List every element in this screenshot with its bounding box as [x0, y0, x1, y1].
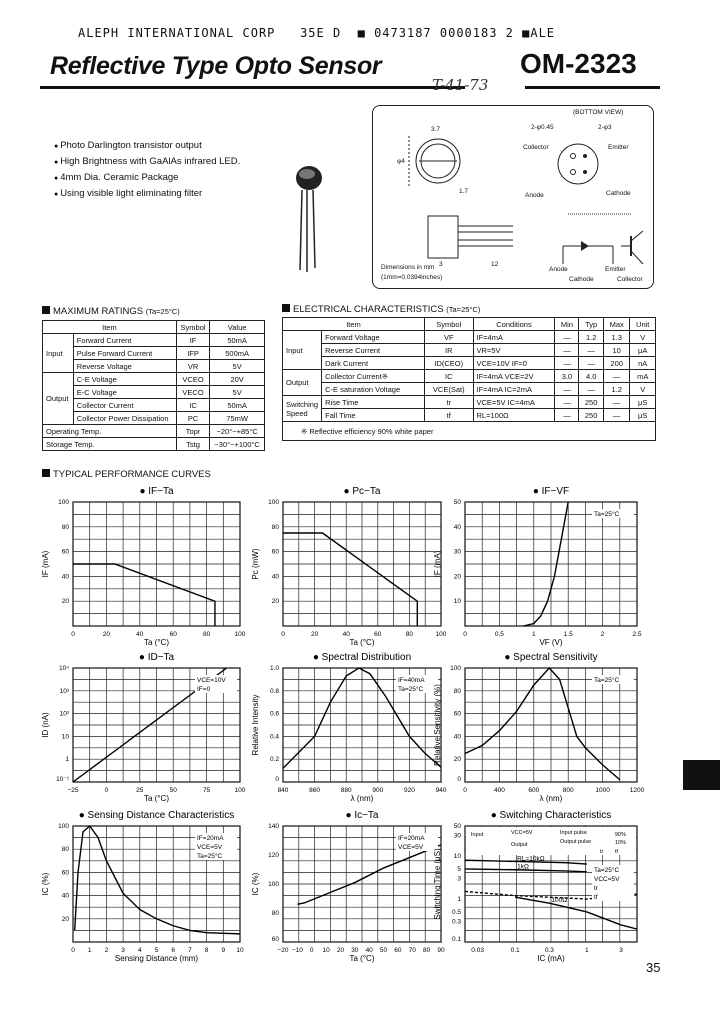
x-axis-label: IC (mA) [537, 954, 565, 963]
x-tick-label: 0.5 [494, 631, 504, 638]
x-tick-label: 6 [171, 947, 176, 954]
chart-annotation: IF=20mA [398, 835, 425, 842]
inset-label: VCC=5V [511, 830, 533, 836]
table-row: Input Forward Current IF 50mA [43, 334, 265, 347]
document-header-code: ALEPH INTERNATIONAL CORP 35E D ■ 0473187 0000183 2 ■ALE [78, 26, 556, 40]
x-tick-label: 40 [342, 631, 350, 638]
y-axis-label: Pc (mW) [251, 548, 260, 580]
y-tick-label: 10⁴ [58, 665, 69, 672]
y-tick-label: 120 [268, 852, 279, 859]
chart-title: ● Pc−Ta [343, 486, 381, 497]
chart-annotation: Ta=25°C [594, 511, 620, 518]
y-tick-label: 40 [271, 573, 279, 581]
inset-label: 10% [615, 840, 627, 846]
y-axis-label: Relative Intensity [251, 694, 260, 756]
chart-5 [430, 650, 662, 810]
x-axis-label: Sensing Distance (mm) [114, 954, 199, 963]
dimension-note: (1mm=0.0394inches) [381, 274, 443, 281]
inset-label: Output [511, 842, 528, 848]
x-tick-label: 40 [365, 947, 373, 954]
x-tick-label: 100 [234, 631, 246, 638]
schematic-label: Anode [549, 266, 568, 273]
x-tick-label: 100 [234, 787, 246, 794]
x-tick-label: 860 [309, 787, 321, 794]
pin-label-cathode: Cathode [606, 190, 631, 197]
x-tick-label: 60 [169, 631, 177, 638]
x-tick-label: 80 [202, 631, 211, 638]
x-tick-label: 1 [531, 631, 536, 638]
series-line [515, 897, 637, 929]
table-row: Reverse Voltage VR 5V [43, 360, 265, 373]
chart-title: ● Switching Characteristics [490, 810, 612, 821]
y-axis-label: Switching Time (μS) [433, 848, 442, 920]
schematic-label: Collector [617, 276, 643, 283]
title-rule-right [525, 86, 660, 89]
x-tick-label: 0 [281, 631, 285, 638]
inset-label: Output pulse [560, 839, 592, 845]
series-label: 1kΩ [517, 863, 529, 871]
x-tick-label: 4 [137, 947, 142, 954]
x-tick-label: 60 [374, 631, 382, 638]
x-tick-label: 100 [435, 631, 447, 638]
y-axis-label: IC (%) [251, 872, 260, 896]
table-row: Switching Speed Rise Time tr VCE=5V IC=4mA — 250 — μS [283, 396, 656, 409]
chart-title: ● IF−VF [532, 486, 570, 497]
y-tick-label: 40 [453, 523, 461, 531]
x-tick-label: 7 [188, 947, 192, 954]
x-tick-label: 1200 [629, 787, 645, 794]
elec-chars-heading: ELECTRICAL CHARACTERISTICS (Ta=25°C) [282, 304, 480, 315]
elec-chars-table: Item Symbol Conditions Min Typ Max Unit Input Forward Voltage VF IF=4mA — 1.2 1.3 V Reverse Current IR VR=5V — — 10 μA Dark Current ID(CEO) VCE=10V IF=0 — — 200 nA Output Collector Current※ IC IF=4mA VCE=2V 3.0 4.0 — mA C-E saturation Voltage VCE(Sat) IF=4mA IC=2mA — — 1.2 V Switching Speed Rise Time tr VCE=5V IC=4mA — 250 — μS Fall Time tf RL=100Ω — 250 — μS ※ Reflective efficiency 90% white paper [282, 317, 656, 441]
feature-item: ● 4mm Dia. Ceramic Package [54, 170, 240, 186]
chart-annotation: Ta=25°C [594, 677, 620, 684]
chart-annotation: VCE=5V [197, 844, 223, 851]
x-tick-label: 30 [351, 947, 359, 954]
feature-item: ● Using visible light eliminating filter [54, 186, 240, 202]
y-tick-label: 0 [457, 776, 461, 783]
x-tick-label: 90 [437, 947, 445, 954]
x-tick-label: 2.5 [632, 631, 642, 638]
y-tick-label: 100 [58, 499, 69, 506]
x-tick-label: 840 [277, 787, 289, 794]
y-tick-label: 0.3 [451, 918, 461, 926]
chart-annotation: IF=0 [197, 686, 211, 693]
chart-title: ● ID−Ta [138, 652, 175, 663]
y-axis-label: Relative Sensitivity (%) [433, 684, 442, 766]
y-tick-label: 60 [61, 548, 69, 556]
x-tick-label: 40 [136, 631, 144, 638]
y-tick-label: 0 [275, 776, 279, 783]
chart-2 [430, 484, 662, 654]
x-tick-label: −25 [67, 787, 79, 794]
x-tick-label: 1 [87, 947, 92, 954]
x-tick-label: −20 [277, 947, 289, 954]
y-tick-label: 1 [65, 756, 69, 764]
chart-annotation: Ta=25°C [398, 686, 424, 693]
y-tick-label: 60 [61, 869, 69, 877]
x-tick-label: 600 [528, 787, 540, 794]
chart-0 [38, 484, 265, 654]
curves-heading: TYPICAL PERFORMANCE CURVES [42, 469, 211, 480]
x-tick-label: 0 [71, 631, 75, 638]
max-ratings-heading: MAXIMUM RATINGS (Ta=25°C) [42, 306, 180, 317]
table-row: Input Forward Voltage VF IF=4mA — 1.2 1.3 V [283, 331, 656, 344]
dim-label: 2-φ3 [598, 124, 612, 131]
x-tick-label: 10 [236, 947, 244, 954]
annotation-bg [592, 892, 634, 901]
series-line [283, 533, 417, 626]
y-tick-label: 10 [453, 598, 461, 606]
y-tick-label: 100 [450, 665, 461, 672]
y-tick-label: 40 [453, 733, 461, 741]
y-tick-label: 20 [453, 756, 461, 764]
x-tick-label: 80 [405, 631, 414, 638]
chart-annotation: VCE=5V [398, 844, 424, 851]
y-tick-label: 5 [457, 865, 461, 873]
y-tick-label: 0.5 [451, 908, 461, 916]
series-line [465, 668, 620, 780]
page-number: 35 [646, 960, 661, 975]
chart-title: ● Spectral Sensitivity [504, 652, 598, 663]
chart-8 [430, 808, 662, 970]
x-tick-label: 20 [336, 947, 345, 954]
x-tick-label: 20 [102, 631, 111, 638]
table-row: E-C Voltage VECO 5V [43, 386, 265, 399]
dim-label: 1.7 [459, 188, 469, 195]
x-tick-label: 70 [408, 947, 416, 954]
schematic-label: Emitter [605, 266, 626, 273]
table-row: Storage Temp. Tstg −30°~+100°C [43, 438, 265, 451]
table-row: Collector Current IC 50mA [43, 399, 265, 412]
y-tick-label: 20 [61, 598, 69, 606]
y-tick-label: 0.1 [451, 936, 461, 943]
x-tick-label: 0.03 [471, 947, 484, 954]
y-tick-label: 80 [61, 846, 69, 854]
x-axis-label: Ta (°C) [349, 638, 375, 647]
y-axis-label: IF (mA) [41, 550, 50, 578]
x-tick-label: 400 [493, 787, 505, 794]
y-tick-label: 20 [453, 573, 461, 581]
y-tick-label: 50 [453, 499, 461, 506]
table-row: Fall Time tf RL=100Ω — 250 — μS [283, 409, 656, 422]
x-tick-label: 1 [585, 947, 589, 954]
pin-label-anode: Anode [525, 192, 544, 199]
table-row: Reverse Current IR VR=5V — — 10 μA [283, 344, 656, 357]
x-tick-label: 20 [310, 631, 319, 638]
title-rule [40, 86, 465, 89]
y-axis-label: ID (nA) [41, 712, 50, 738]
y-tick-label: 10² [59, 710, 69, 718]
chart-annotation: VCE=10V [197, 677, 226, 684]
x-tick-label: 50 [379, 947, 388, 954]
x-tick-label: 920 [403, 787, 415, 794]
x-tick-label: 80 [423, 947, 431, 954]
x-tick-label: 880 [340, 787, 352, 794]
chart-title: ● Spectral Distribution [312, 652, 412, 663]
inset-label: tf [615, 849, 619, 855]
y-tick-label: 10 [61, 733, 69, 741]
y-tick-label: 0.2 [269, 756, 279, 764]
max-ratings-table: Item Symbol Value Input Forward Current IF 50mA Pulse Forward Current IFP 500mA Reverse Voltage VR 5V Output C-E Voltage VCEO 20V E-C Voltage VECO 5V Collector Current IC 50mA Collector Power Dissipation PC 75mW Operating Temp. Topr −20°~+85°C Storage Temp. Tstg −30°~+100°C [42, 320, 265, 451]
y-tick-label: 30 [453, 548, 461, 556]
inset-label: Input pulse [560, 830, 587, 836]
table-row: Output Collector Current※ IC IF=4mA VCE=2V 3.0 4.0 — mA [283, 370, 656, 383]
y-tick-label: 30 [453, 832, 461, 840]
dim-label: 2-φ0.45 [531, 124, 554, 131]
x-tick-label: 50 [169, 787, 177, 794]
y-tick-label: 10⁻¹ [56, 776, 69, 783]
y-tick-label: 0.4 [269, 733, 279, 741]
y-tick-label: 20 [271, 598, 279, 606]
chart-annotation: VCC=5V [594, 876, 620, 883]
chart-annotation: tf [594, 894, 598, 901]
x-tick-label: −10 [291, 947, 303, 954]
table-row: C-E saturation Voltage VCE(Sat) IF=4mA IC=2mA — — 1.2 V [283, 383, 656, 396]
x-tick-label: 25 [136, 787, 144, 794]
y-axis-label: IF (mA) [433, 550, 442, 578]
x-tick-label: 0 [71, 947, 75, 954]
inset-label: tr [600, 849, 604, 855]
y-tick-label: 80 [271, 523, 279, 531]
chart-annotation: tr [594, 885, 598, 892]
x-tick-label: 8 [204, 947, 209, 954]
y-tick-label: 140 [268, 823, 279, 830]
y-tick-label: 1.0 [269, 665, 279, 672]
chart-title: ● Sensing Distance Characteristics [78, 810, 235, 821]
x-axis-label: λ (nm) [539, 794, 563, 803]
pin-label-emitter: Emitter [608, 144, 629, 151]
y-tick-label: 80 [271, 910, 279, 917]
dim-label: 12 [491, 261, 499, 268]
table-row: Operating Temp. Topr −20°~+85°C [43, 425, 265, 438]
x-tick-label: 75 [202, 787, 211, 794]
component-photo [285, 160, 335, 275]
schematic-label: Cathode [569, 276, 594, 283]
x-tick-label: 800 [562, 787, 574, 794]
chart-title: ● IF−Ta [139, 486, 174, 497]
inset-bg [466, 827, 636, 855]
x-tick-label: 900 [372, 787, 384, 794]
x-axis-label: Ta (°C) [144, 794, 169, 803]
x-tick-label: 3 [121, 947, 125, 954]
x-tick-label: 60 [394, 947, 402, 954]
page-title: Reflective Type Opto Sensor [50, 52, 382, 80]
y-tick-label: 20 [61, 915, 69, 923]
x-tick-label: 2 [104, 947, 109, 954]
x-tick-label: 940 [435, 787, 447, 794]
y-tick-label: 0.6 [269, 710, 279, 718]
feature-list [54, 138, 240, 202]
dim-label: 3 [439, 261, 443, 268]
chart-title: ● Ic−Ta [345, 810, 379, 821]
feature-item: ● High Brightness with GaAlAs infrared LED. [54, 154, 240, 170]
x-tick-label: 9 [221, 947, 226, 954]
dim-label: 3.7 [431, 126, 441, 133]
inset-label: 90% [615, 832, 627, 838]
y-tick-label: 10³ [59, 687, 69, 695]
section-tab-marker [683, 760, 720, 790]
x-tick-label: 0 [463, 631, 467, 638]
y-tick-label: 100 [268, 881, 279, 888]
x-tick-label: 0 [104, 787, 109, 794]
dimensions-drawing [372, 105, 654, 289]
y-tick-label: 50 [453, 823, 461, 830]
pin-label-collector: Collector [523, 144, 549, 151]
y-tick-label: 60 [271, 936, 279, 943]
series-label: RL=10kΩ [517, 855, 545, 863]
x-tick-label: 2 [600, 631, 605, 638]
x-axis-label: Ta (°C) [144, 638, 169, 647]
chart-annotation: IF=20mA [197, 835, 224, 842]
table-row: Dark Current ID(CEO) VCE=10V IF=0 — — 200 nA [283, 357, 656, 370]
y-tick-label: 100 [58, 823, 69, 830]
y-tick-label: 10 [453, 853, 461, 861]
x-axis-label: Ta (°C) [349, 954, 375, 963]
y-tick-label: 100 [268, 499, 279, 506]
x-axis-label: VF (V) [539, 638, 563, 647]
table-footnote: ※ Reflective efficiency 90% white paper [283, 422, 656, 441]
x-tick-label: 1000 [595, 787, 610, 794]
y-tick-label: 80 [61, 523, 69, 531]
series-label: 100Ω [551, 897, 568, 905]
y-tick-label: 40 [61, 892, 69, 900]
dim-label: φ4 [397, 158, 405, 165]
y-tick-label: 40 [61, 573, 69, 581]
y-tick-label: 1 [457, 896, 461, 904]
handwritten-note: T-41-73 [432, 76, 489, 94]
y-tick-label: 60 [453, 710, 461, 718]
x-tick-label: 1.5 [563, 631, 573, 638]
table-row: Pulse Forward Current IFP 500mA [43, 347, 265, 360]
inset-label: Input [471, 832, 484, 838]
model-number: OM-2323 [520, 48, 637, 79]
chart-3 [38, 650, 265, 810]
x-tick-label: 3 [619, 947, 623, 954]
chart-annotation: IF=40mA [398, 677, 425, 684]
y-tick-label: 60 [271, 548, 279, 556]
x-axis-label: λ (nm) [350, 794, 374, 803]
x-tick-label: 0 [463, 787, 467, 794]
x-tick-label: 5 [154, 947, 159, 954]
annotation-bg [592, 883, 634, 892]
x-tick-label: 0 [309, 947, 314, 954]
y-tick-label: 0.8 [269, 687, 279, 695]
x-tick-label: 10 [322, 947, 330, 954]
table-row: Output C-E Voltage VCEO 20V [43, 373, 265, 386]
chart-annotation: Ta=25°C [197, 853, 223, 860]
series-line [73, 564, 215, 626]
bottom-view-label: (BOTTOM VIEW) [573, 109, 624, 116]
y-axis-label: IC (%) [41, 872, 50, 896]
x-tick-label: 0.3 [544, 947, 554, 954]
table-row: Collector Power Dissipation PC 75mW [43, 412, 265, 425]
y-tick-label: 3 [457, 875, 461, 883]
y-tick-label: 80 [453, 687, 461, 695]
x-tick-label: 0.1 [510, 947, 520, 954]
chart-annotation: Ta=25°C [594, 867, 620, 874]
chart-6 [38, 808, 265, 970]
feature-item: ● Photo Darlington transistor output [54, 138, 240, 154]
dimension-note: Dimensions in mm [381, 264, 435, 271]
